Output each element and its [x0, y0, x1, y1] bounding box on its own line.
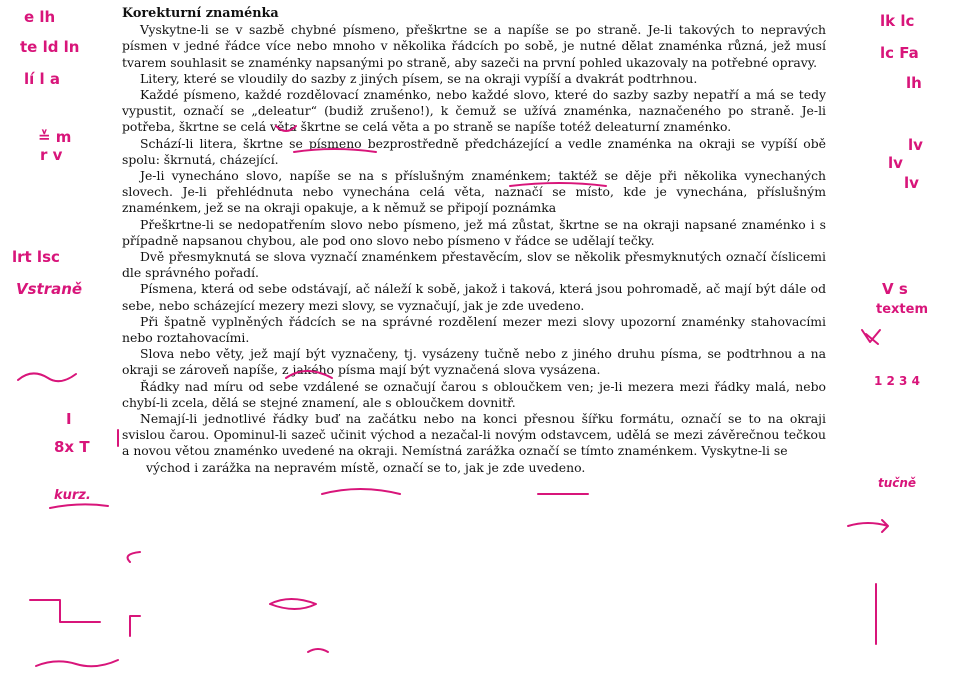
margin-note-left: te ld ln: [20, 38, 80, 56]
paragraph: Vyskytne-li se v sazbě chybné písmeno, přeškrtne se a napíše se po straně. Je-li takových to nepravých písmen v jedné řádce více nebo mnoho v několika řádcích po sobě, je nutné dělat znaménka různá, jež musí tvarem souhlasit se znaménky napsanými po straně, aby sazeči na první pohled ukazovaly na potřebné opravy.: [122, 22, 826, 70]
paragraph: Každé písmeno, každé rozdělovací znaménko, nebo každé slovo, které do sazby sazby nepatří a má se tedy vypustit, označí se „deleatur“ (budiž zrušeno!), k čemuž se užívá znaménka, naznačeného po straně. Je-li potřeba, škrtne se celá věta škrtne se celá věta a po straně se napíše totéž deleaturní znaménko.: [122, 87, 826, 135]
margin-note-left: ≚ m: [38, 128, 72, 146]
paragraph: Řádky nad míru od sebe vzdálené se označují čarou s obloučkem ven; je-li mezera mezi řádky malá, nebo chybí-li zcela, dělá se stejné znamení, ale s obloučkem dovnitř.: [122, 378, 826, 410]
bold-underline-marks: [322, 489, 588, 494]
margin-note-right: lv: [908, 136, 923, 154]
in-text-paragraph-mark: [308, 649, 328, 652]
indent-margin-mark: [30, 600, 100, 622]
deleatur-margin-mark: [862, 330, 880, 344]
margin-note-left: I: [66, 410, 72, 428]
paragraph: Přeškrtne-li se nedopatřením slovo nebo písmeno, jež má zůstat, škrtne se na okraji napsané znaménko i s případně napsanou chybou, ale pod ono slovo nebo písmeno v řádce se udělají tečky.: [122, 216, 826, 248]
paragraph-margin-mark: [36, 660, 118, 666]
line-spacing-right-mark: [848, 520, 888, 532]
margin-note-right: lc Fa: [880, 44, 919, 62]
margin-note-left: e lh: [24, 8, 56, 26]
margin-note-right: V s: [882, 280, 908, 298]
margin-note-right: lv: [888, 154, 903, 172]
italic-underline-mark: [50, 504, 108, 508]
margin-note-right: lk lc: [880, 12, 915, 30]
margin-note-right: tučně: [878, 476, 917, 490]
margin-note-left: kurz.: [54, 488, 91, 503]
margin-note-left: r v: [40, 146, 63, 164]
paragraph: Je-li vynecháno slovo, napíše se na s příslušným znaménkem; taktéž se děje při několika vynechaných slovech. Je-li přehlédnuta nebo vynechána celá věta, naznačí se místo, kde je vynechána, příslušným znaménkem, jež se na okraji opakuje, a k němuž se připojí poznámka: [122, 168, 826, 216]
paragraph: Slova nebo věty, jež mají být vyznačeny, tj. vysázeny tučně nebo z jiného druhu písma, se podtrhnou a na okraji se zároveň napíše, z jakého písma mají být vyznačená slova vysázena.: [122, 346, 826, 378]
paragraph: Nemají-li jednotlivé řádky buď na začátku nebo na konci přesnou šířku formátu, označí se to na okraji svislou čarou. Opominul-li sazeč učinit východ a nezačal-li novým odstavcem, udělá se mezi závěrečnou tečkou a novou větou znaménko uvedené na okraji. Nemístná zarážka označí se tímto znaménkem. Vyskytne-li se: [122, 411, 826, 459]
margin-note-right: lv: [904, 174, 919, 192]
paragraph: Dvě přesmyknutá se slova vyznačí znaménkem přestavěcím, slov se několik přesmyknutých označí číslicemi dle správného pořadí.: [122, 249, 826, 281]
left-bracket-mark: [130, 616, 140, 636]
margin-note-left: Vstraně: [16, 280, 83, 298]
line-space-mark: [128, 552, 140, 562]
margin-note-left: lí l a: [24, 70, 60, 88]
opominul-box-mark: [270, 599, 316, 609]
document-title: Korekturní znaménka: [122, 6, 279, 21]
margin-note-right: textem: [876, 302, 928, 317]
margin-note-right: lh: [906, 74, 922, 92]
text-column: [122, 6, 826, 476]
margin-note-left: lrt lsc: [12, 248, 60, 266]
paragraph: východ i zarážka na nepravém místě, označí se to, jak je zde uvedeno.: [146, 459, 586, 475]
margin-note-left: 8x T: [54, 438, 90, 456]
transposition-margin-mark: [18, 373, 76, 381]
paragraph: Písmena, která od sebe odstávají, ač náleží k sobě, jakož i taková, která jsou pohromadě, ač mají být dále od sebe, nebo scházející mezery mezi slovy, se vyznačují, jak je zde uvedeno.: [122, 281, 826, 313]
paragraph: Při špatně vyplněných řádcích se na správné rozdělení mezer mezi slovy upozorní znaménky stahovacími nebo roztahovacími.: [122, 313, 826, 346]
paragraph: Schází-li litera, škrtne se písmeno bezprostředně předcházející a vedle znaménka na okraji se vypíší obě spolu: škrnutá, cházející.: [122, 135, 826, 167]
paragraph: Litery, které se vloudily do sazby z jiných písem, se na okraji vypíší a dvakrát podtrhnou.: [140, 70, 698, 86]
margin-note-right: 1 2 3 4: [874, 374, 920, 388]
